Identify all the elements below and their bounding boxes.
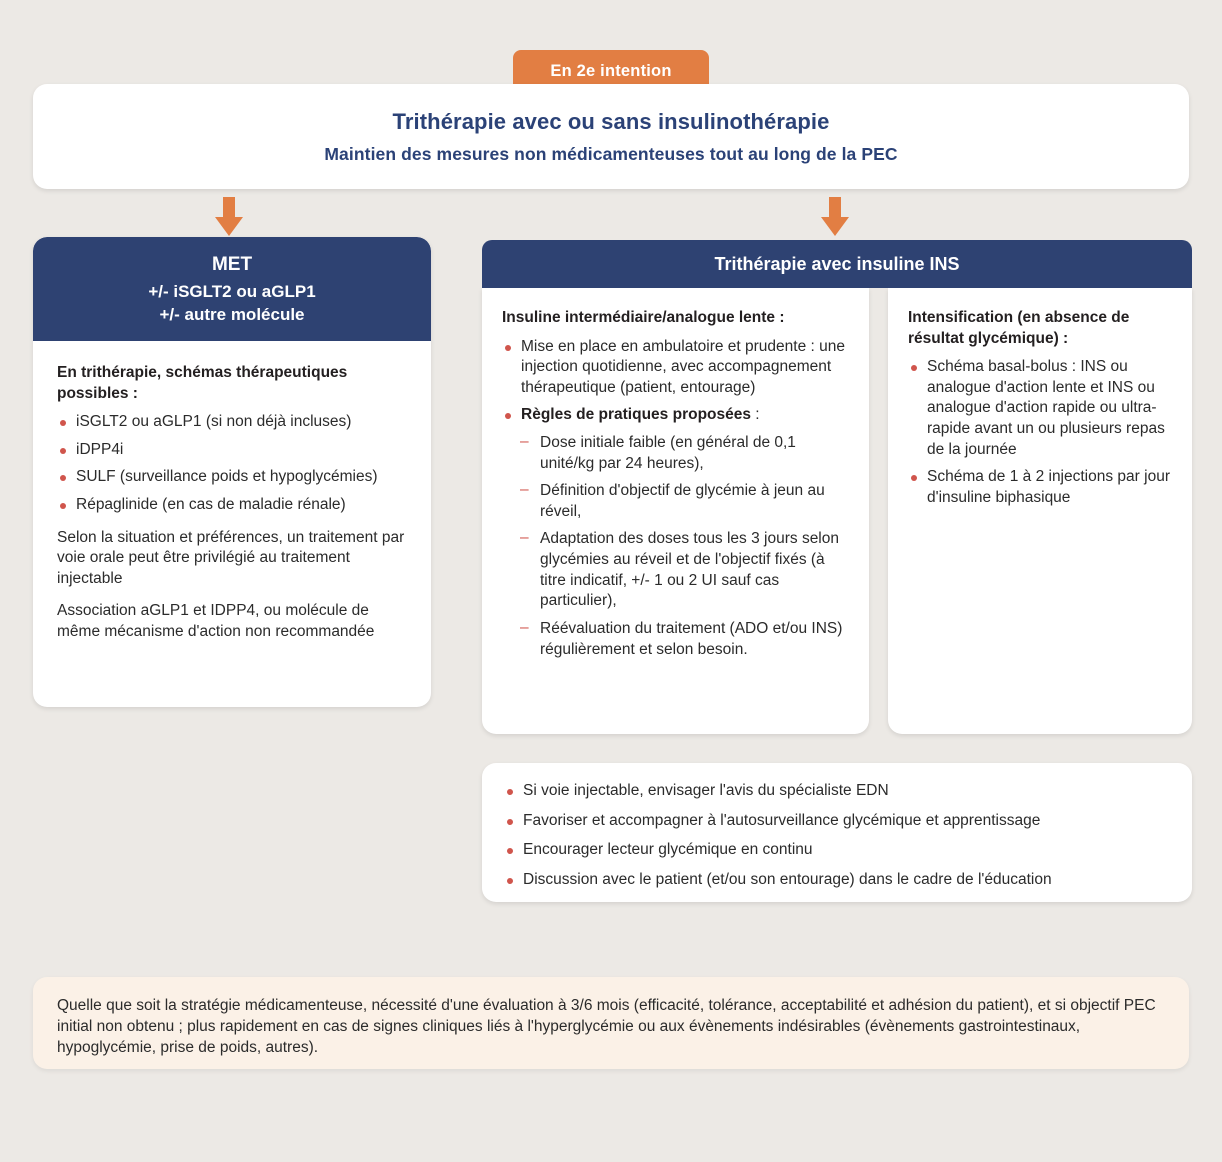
list-item: iDPP4i — [57, 440, 407, 461]
rules-label: Règles de pratiques proposées — [521, 406, 751, 424]
list-item: Répaglinide (en cas de maladie rénale) — [57, 495, 407, 516]
footer-note-text: Quelle que soit la stratégie médicamenteuse, nécessité d'une évaluation à 3/6 mois (efficacité, tolérance, acceptabilité et adhésion du patient), et si objectif PEC initial non obtenu ; plus rapidement en cas de signes cliniques liés à l'hyperglycémie ou aux évènements indésirables (évènements gastrointestinaux, hypoglycémie, prise de poids, autres). — [57, 997, 1156, 1057]
intermediate-insulin-sub-list — [502, 433, 851, 660]
met-card-body — [33, 341, 431, 661]
list-item: iSGLT2 ou aGLP1 (si non déjà incluses) — [57, 412, 407, 433]
list-item: Schéma basal-bolus : INS ou analogue d'action lente et INS ou analogue d'action rapide ou ultra-rapide avant un ou plusieurs repas de la journée — [908, 357, 1176, 460]
met-title: MET — [211, 254, 253, 276]
list-item: Favoriser et accompagner à l'autosurveillance glycémique et apprentissage — [504, 811, 1170, 832]
met-line3: +/- autre molécule — [159, 304, 305, 324]
list-item: – Adaptation des doses tous les 3 jours selon glycémies au réveil et de l'objectif fixés (à titre indicatif, +/- 1 ou 2 UI sauf cas particulier), — [520, 529, 851, 611]
intensification-lead: Intensification (en absence de résultat glycémique) : — [908, 309, 1130, 347]
rules-colon: : — [751, 406, 760, 424]
met-bullet-list — [57, 412, 407, 515]
met-lead: En trithérapie, schémas thérapeutiques possibles : — [57, 364, 348, 402]
list-item: Discussion avec le patient (et/ou son entourage) dans le cadre de l'éducation — [504, 870, 1170, 891]
page-subtitle: Maintien des mesures non médicamenteuses tout au long de la PEC — [324, 143, 898, 164]
list-item: Encourager lecteur glycémique en continu — [504, 840, 1170, 861]
met-card-header — [33, 237, 431, 341]
met-paragraph-1: Selon la situation et préférences, un traitement par voie orale peut être privilégié au traitement injectable — [57, 528, 405, 587]
list-item: – Réévaluation du traitement (ADO et/ou INS) régulièrement et selon besoin. — [520, 619, 851, 660]
intermediate-insulin-bullets — [502, 337, 851, 426]
list-item-rules — [502, 405, 851, 426]
footer-note-card — [33, 977, 1189, 1069]
list-item: Mise en place en ambulatoire et prudente : une injection quotidienne, avec accompagnement thérapeutique (patient, entourage) — [502, 337, 851, 399]
met-card — [33, 237, 431, 707]
insulin-section-title: Trithérapie avec insuline INS — [714, 253, 960, 274]
page-title: Trithérapie avec ou sans insulinothérapie — [392, 108, 830, 134]
intensification-card — [888, 288, 1192, 734]
met-paragraph-2: Association aGLP1 et IDPP4, ou molécule de même mécanisme d'action non recommandée — [57, 602, 375, 641]
recommendations-card — [482, 763, 1192, 902]
recommendations-list — [504, 781, 1170, 890]
insulin-section-header — [482, 240, 1192, 288]
list-item: Si voie injectable, envisager l'avis du spécialiste EDN — [504, 781, 1170, 802]
met-line2: +/- iSGLT2 ou aGLP1 — [148, 282, 316, 302]
list-item: Schéma de 1 à 2 injections par jour d'insuline biphasique — [908, 467, 1176, 508]
down-arrow-icon-left — [212, 197, 246, 237]
intermediate-insulin-card — [482, 288, 869, 734]
list-item: SULF (surveillance poids et hypoglycémies) — [57, 467, 407, 488]
list-item: – Définition d'objectif de glycémie à jeun au réveil, — [520, 481, 851, 522]
down-arrow-icon-right — [818, 197, 852, 237]
list-item: – Dose initiale faible (en général de 0,1 unité/kg par 24 heures), — [520, 433, 851, 474]
intermediate-insulin-lead: Insuline intermédiaire/analogue lente : — [502, 309, 785, 326]
intensification-bullets — [908, 357, 1176, 508]
header-card — [33, 84, 1189, 189]
badge-label: En 2e intention — [550, 61, 672, 80]
